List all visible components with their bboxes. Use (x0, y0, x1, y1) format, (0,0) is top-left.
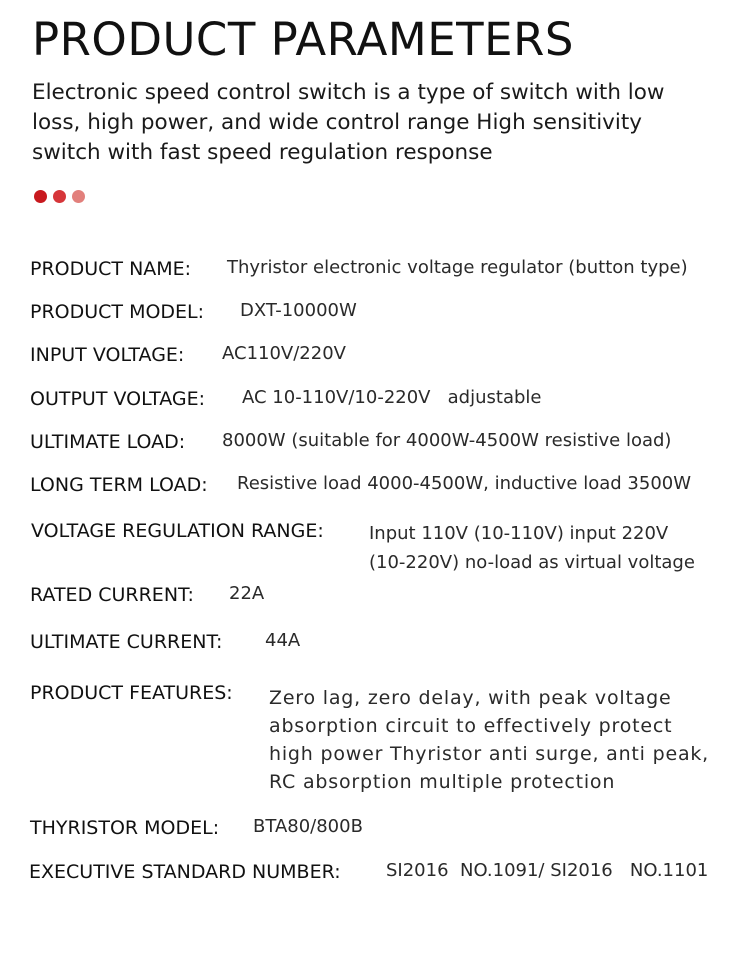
spec-value (269, 684, 709, 796)
spec-value: DXT-10000W (240, 300, 357, 321)
spec-value: Thyristor electronic voltage regulator (button type) (227, 257, 688, 278)
intro-text (32, 78, 732, 168)
spec-label: LONG TERM LOAD: (30, 474, 208, 496)
spec-label: PRODUCT MODEL: (30, 301, 205, 323)
spec-value: BTA80/800B (253, 816, 363, 837)
spec-value-line: (10-220V) no-load as virtual voltage (369, 552, 695, 573)
spec-label: INPUT VOLTAGE: (30, 344, 185, 366)
spec-label: ULTIMATE LOAD: (30, 431, 186, 453)
page-title: PRODUCT PARAMETERS (32, 13, 574, 66)
intro-line: Electronic speed control switch is a type of switch with low (32, 80, 665, 105)
spec-value-line: high power Thyristor anti surge, anti peak, (269, 743, 710, 765)
decorative-dots (34, 190, 85, 203)
intro-line: loss, high power, and wide control range High sensitivity (32, 110, 643, 135)
spec-value: SI2016 NO.1091/ SI2016 NO.1101 (386, 860, 709, 881)
dot-icon (72, 190, 85, 203)
spec-label: PRODUCT FEATURES: (30, 682, 233, 704)
spec-value (369, 519, 695, 577)
spec-value-line: Zero lag, zero delay, with peak voltage (269, 687, 672, 709)
dot-icon (34, 190, 47, 203)
spec-label: THYRISTOR MODEL: (30, 817, 220, 839)
spec-value: 44A (265, 630, 301, 651)
spec-value-line: absorption circuit to effectively protect (269, 715, 673, 737)
spec-label: ULTIMATE CURRENT: (30, 631, 223, 653)
spec-label: RATED CURRENT: (30, 584, 194, 606)
spec-value: AC 10-110V/10-220V adjustable (242, 387, 542, 408)
dot-icon (53, 190, 66, 203)
intro-line: switch with fast speed regulation response (32, 140, 493, 165)
spec-value-line: Input 110V (10-110V) input 220V (369, 523, 669, 544)
spec-label: EXECUTIVE STANDARD NUMBER: (29, 861, 341, 883)
spec-value: AC110V/220V (222, 343, 346, 364)
spec-value: 22A (229, 583, 265, 604)
spec-label: VOLTAGE REGULATION RANGE: (31, 520, 324, 542)
spec-label: PRODUCT NAME: (30, 258, 192, 280)
spec-value: 8000W (suitable for 4000W-4500W resistive load) (222, 430, 672, 451)
spec-value-line: RC absorption multiple protection (269, 771, 616, 793)
spec-value: Resistive load 4000-4500W, inductive load 3500W (237, 473, 692, 494)
spec-label: OUTPUT VOLTAGE: (30, 388, 205, 410)
